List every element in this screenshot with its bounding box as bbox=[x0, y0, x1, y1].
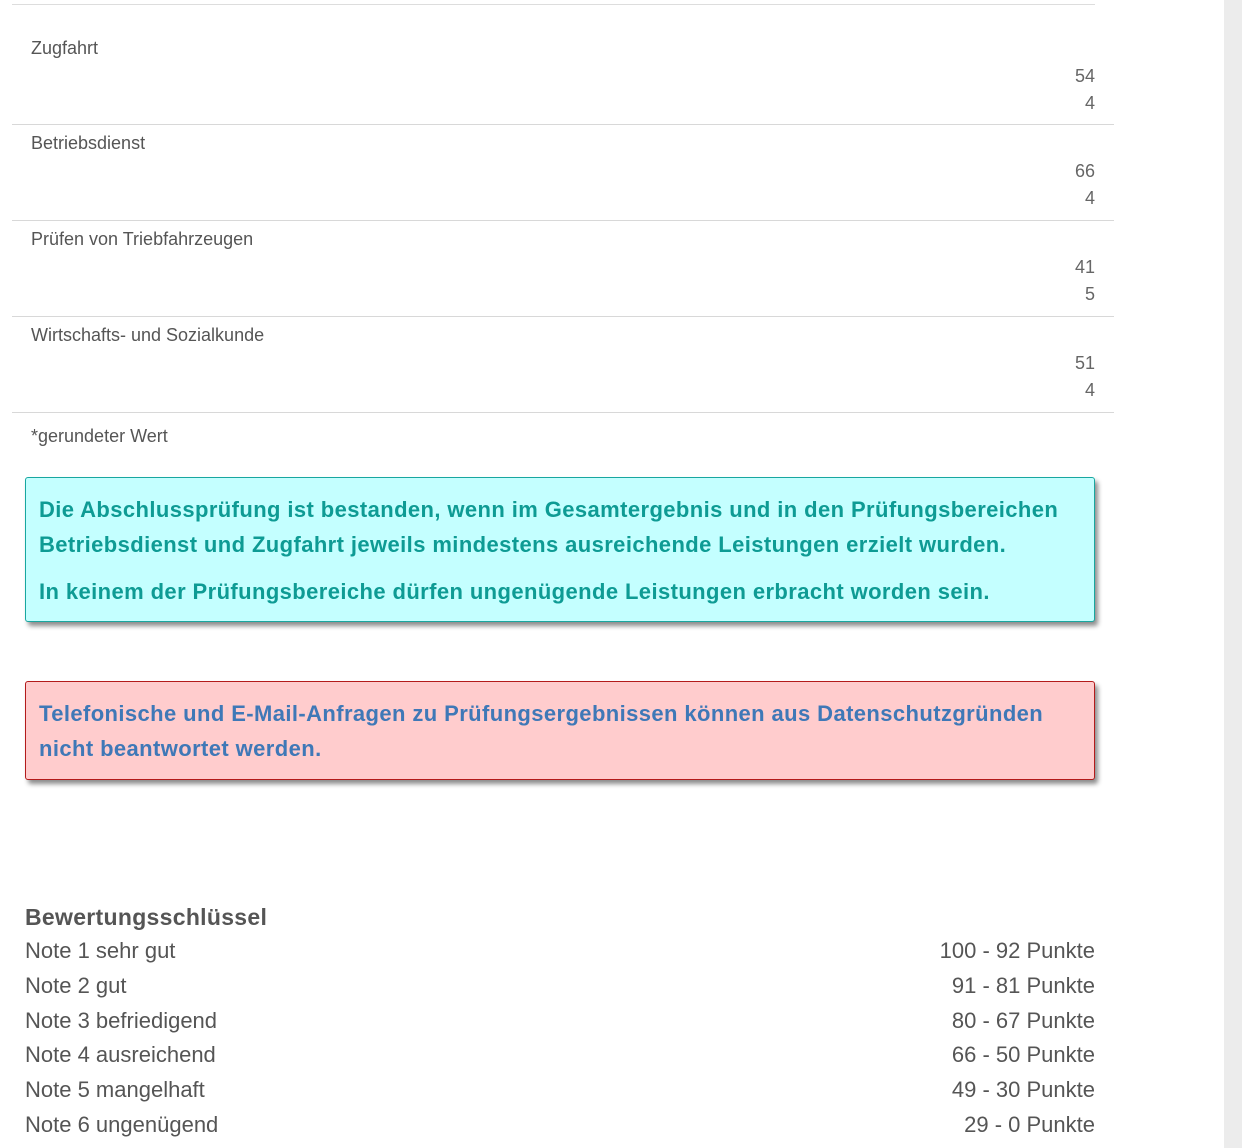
grade-range: 91 - 81 Punkte bbox=[951, 972, 1095, 998]
result-points: 54 bbox=[1074, 66, 1095, 86]
result-points: 41 bbox=[1074, 257, 1095, 277]
result-grade: 4 bbox=[1084, 380, 1095, 400]
grade-label: Note 5 mangelhaft bbox=[25, 1077, 205, 1103]
grade-range: 29 - 0 Punkte bbox=[964, 1111, 1095, 1137]
grade-range: 80 - 67 Punkte bbox=[951, 1007, 1095, 1033]
grading-scale-row bbox=[25, 1073, 1095, 1108]
grading-scale bbox=[25, 900, 1095, 1143]
grade-label: Note 1 sehr gut bbox=[25, 938, 176, 963]
result-subject: Wirtschafts- und Sozialkunde bbox=[31, 325, 265, 345]
grade-label: Note 3 befriedigend bbox=[25, 1007, 218, 1033]
result-grade: 5 bbox=[1084, 284, 1095, 304]
result-subject: Prüfen von Triebfahrzeugen bbox=[31, 229, 254, 249]
result-subject: Betriebsdienst bbox=[31, 133, 146, 153]
result-points: 51 bbox=[1074, 353, 1095, 373]
grade-label: Note 4 ausreichend bbox=[25, 1042, 216, 1068]
rounding-footnote: *gerundeter Wert bbox=[31, 426, 168, 446]
vertical-scrollbar[interactable] bbox=[1224, 0, 1242, 1148]
grading-scale-row bbox=[25, 1038, 1095, 1073]
privacy-warning-text: Telefonische und E-Mail-Anfragen zu Prüfungsergebnissen können aus Datenschutzgründen nicht beantwortet werden. bbox=[39, 701, 1044, 761]
grade-range: 100 - 92 Punkte bbox=[939, 938, 1095, 963]
grade-range: 49 - 30 Punkte bbox=[951, 1077, 1095, 1103]
grade-label: Note 6 ungenügend bbox=[25, 1111, 219, 1137]
grading-scale-title: Bewertungsschlüssel bbox=[25, 904, 268, 930]
grading-scale-row bbox=[25, 1004, 1095, 1039]
grading-scale-row bbox=[25, 1108, 1095, 1143]
grading-scale-row bbox=[25, 969, 1095, 1004]
result-row-wirtschafts-und-sozialkunde bbox=[12, 317, 1114, 413]
result-grade: 4 bbox=[1084, 93, 1095, 113]
result-row-betriebsdienst bbox=[12, 125, 1114, 221]
grading-scale-row bbox=[25, 934, 1095, 969]
result-points: 66 bbox=[1074, 161, 1095, 181]
result-row-pruefen-von-triebfahrzeugen bbox=[12, 221, 1114, 317]
pass-criteria-text: Die Abschlussprüfung ist bestanden, wenn im Gesamtergebnis und in den Prüfungsbereichen Betriebsdienst und Zugfahrt jeweils mindestens ausreichende Leistungen erzielt wurden. bbox=[39, 497, 1059, 557]
insufficient-rule-text: In keinem der Prüfungsbereiche dürfen ungenügende Leistungen erbracht worden sein. bbox=[39, 579, 990, 604]
grade-label: Note 2 gut bbox=[25, 972, 127, 998]
grade-range: 66 - 50 Punkte bbox=[951, 1042, 1095, 1068]
result-grade: 4 bbox=[1084, 188, 1095, 208]
results-table bbox=[12, 5, 1114, 413]
result-row-zugfahrt bbox=[12, 5, 1114, 125]
result-subject: Zugfahrt bbox=[31, 38, 99, 58]
pass-criteria-info-box bbox=[25, 477, 1095, 622]
privacy-warning-box bbox=[25, 681, 1095, 780]
